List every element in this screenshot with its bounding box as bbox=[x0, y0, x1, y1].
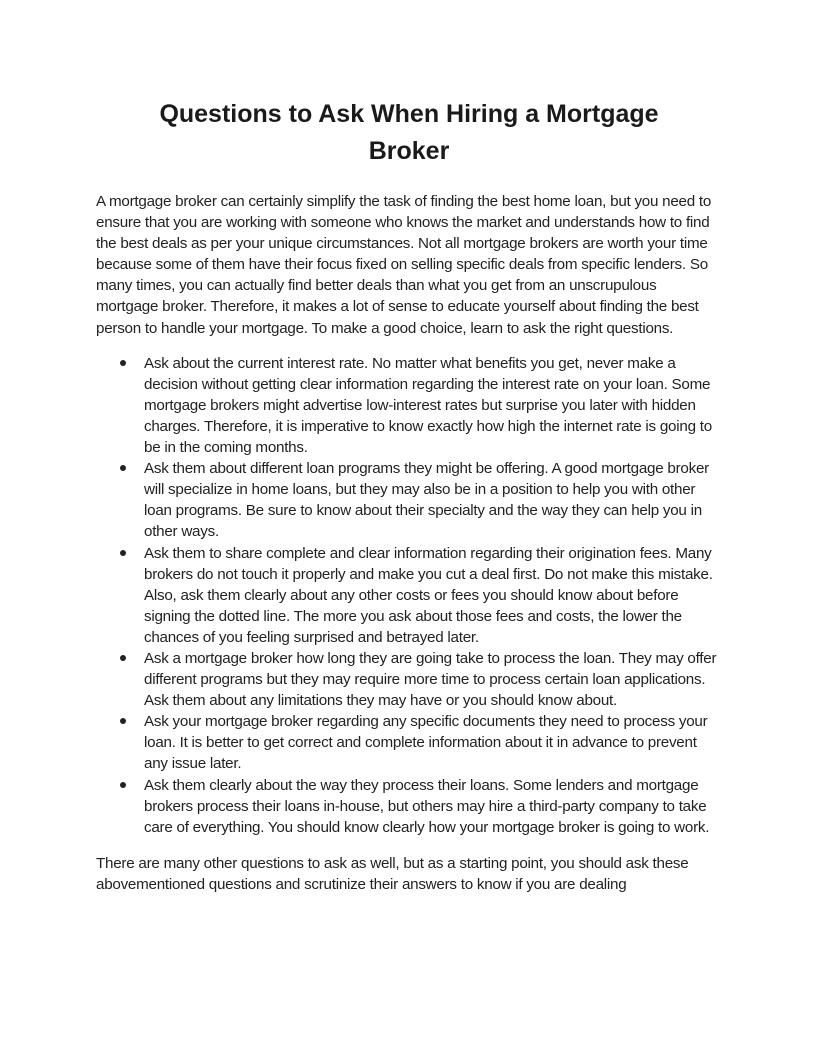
bullet-icon bbox=[120, 655, 126, 661]
intro-paragraph: A mortgage broker can certainly simplify the task of finding the best home loan, but you need to ensure that you are working with someone who knows the market and understands how to find the best deals as per your unique circumstances. Not all mortgage brokers are worth your time because some of them have their focus fixed on selling specific deals from specific lenders. So many times, you can actually find better deals than what you get from an unscrupulous mortgage broker. Therefore, it makes a lot of sense to educate yourself about finding the best person to handle your mortgage. To make a good choice, learn to ask the right questions. bbox=[96, 193, 712, 337]
list-item-text: Ask your mortgage broker regarding any specific documents they need to process your loan. It is better to get correct and complete information about it in advance to prevent any issue later. bbox=[144, 713, 708, 773]
questions-list bbox=[96, 353, 722, 838]
list-item bbox=[96, 648, 722, 711]
list-item-text: Ask them to share complete and clear information regarding their origination fees. Many brokers do not touch it properly and make you cut a deal first. Do not make this mistake. Also, ask them clearly about any other costs or fees you should know about before signing the dotted line. The more you ask about those fees and costs, the lower the chances of you feeling surprised and betrayed later. bbox=[144, 544, 713, 646]
document-title: Questions to Ask When Hiring a Mortgage Broker bbox=[159, 100, 659, 165]
list-item-text: Ask them about different loan programs they might be offering. A good mortgage broker will specialize in home loans, but they may also be in a position to help you with other loan programs. Be sure to know about their specialty and the way they can help you in other ways. bbox=[144, 460, 709, 541]
list-item bbox=[96, 543, 722, 648]
bullet-icon bbox=[120, 782, 126, 788]
bullet-icon bbox=[120, 360, 126, 366]
closing-paragraph: There are many other questions to ask as well, but as a starting point, you should ask these abovementioned questions and scrutinize their answers to know if you are dealing bbox=[96, 854, 689, 893]
list-item-text: Ask a mortgage broker how long they are going take to process the loan. They may offer different programs but they may require more time to process certain loan applications. Ask them about any limitations they may have or you should know about. bbox=[144, 649, 717, 710]
document-page bbox=[96, 96, 722, 895]
list-item bbox=[96, 775, 722, 838]
bullet-icon bbox=[120, 550, 126, 556]
list-item-text: Ask about the current interest rate. No matter what benefits you get, never make a decision without getting clear information regarding the interest rate on your loan. Some mortgage brokers might advertise low-interest rates but surprise you later with hidden charges. Therefore, it is imperative to know exactly how high the internet rate is going to be in the coming months. bbox=[144, 354, 712, 457]
list-item bbox=[96, 353, 722, 458]
bullet-icon bbox=[120, 718, 126, 724]
list-item bbox=[96, 458, 722, 542]
list-item-text: Ask them clearly about the way they process their loans. Some lenders and mortgage brokers process their loans in-house, but others may hire a third-party company to take care of everything. You should know clearly how your mortgage broker is going to work. bbox=[144, 776, 710, 836]
bullet-icon bbox=[120, 465, 126, 471]
list-item bbox=[96, 711, 722, 774]
